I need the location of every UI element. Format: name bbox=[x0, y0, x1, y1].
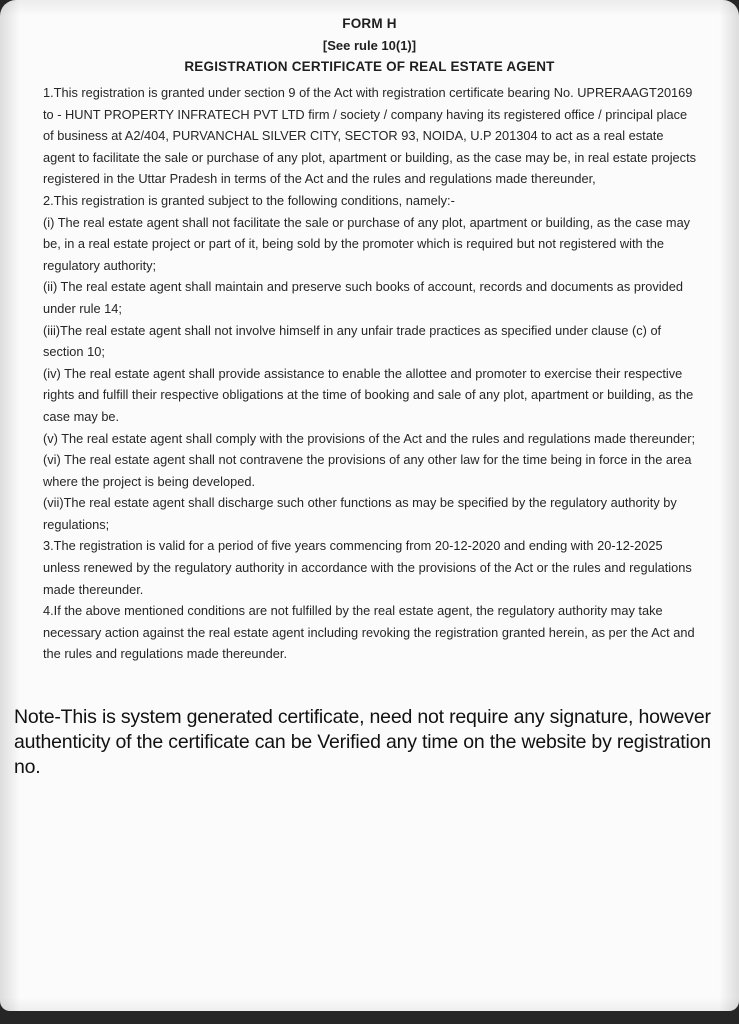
condition-ii: (ii) The real estate agent shall maintain and preserve such books of account, records and documents as provided under rule 14; bbox=[43, 279, 683, 316]
form-title: FORM H bbox=[342, 16, 397, 31]
condition-iv: (iv) The real estate agent shall provide assistance to enable the allottee and promoter to exercise their respective rights and fulfill their respective obligations at the time of booking and sale of any plot, apartment or building, as the case may be. bbox=[43, 365, 694, 424]
condition-i: (i) The real estate agent shall not facilitate the sale or purchase of any plot, apartment or building, as the case may be, in a real estate project or part of it, being sold by the promoter which is required but not registered with the regulatory authority; bbox=[43, 214, 691, 273]
certificate-heading: REGISTRATION CERTIFICATE OF REAL ESTATE AGENT bbox=[184, 59, 555, 74]
condition-vii: (vii)The real estate agent shall discharge such other functions as may be specified by the regulatory authority by regulations; bbox=[43, 495, 677, 532]
certificate-header bbox=[0, 0, 739, 78]
condition-vi: (vi) The real estate agent shall not contravene the provisions of any other law for the time being in force in the area where the project is being developed. bbox=[43, 452, 692, 489]
paragraph-conditions-intro: 2.This registration is granted subject to the following conditions, namely:- bbox=[43, 192, 455, 208]
certificate-body bbox=[0, 78, 739, 665]
condition-v: (v) The real estate agent shall comply with the provisions of the Act and the rules and regulations made thereunder; bbox=[43, 430, 696, 446]
paragraph-grant: 1.This registration is granted under section 9 of the Act with registration certificate bearing No. UPRERAAGT20169 to - HUNT PROPERTY INFRATECH PVT LTD firm / society / company having its registered office / principal place of business at A2/404, PURVANCHAL SILVER CITY, SECTOR 93, NOIDA, U.P 201304 to act as a real estate agent to facilitate the sale or purchase of any plot, apartment or building, as the case may be, in real estate projects registered in the Uttar Pradesh in terms of the Act and the rules and regulations made thereunder, bbox=[43, 85, 697, 187]
paragraph-revocation: 4.If the above mentioned conditions are not fulfilled by the real estate agent, the regulatory authority may take necessary action against the real estate agent including revoking the registration granted herein, as per the Act and the rules and regulations made thereunder. bbox=[43, 603, 695, 662]
rule-subtitle: [See rule 10(1)] bbox=[322, 38, 417, 53]
note-text: Note-This is system generated certificate, need not require any signature, however authenticity of the certificate can be Verified any time on the website by registration no. bbox=[14, 706, 711, 779]
condition-iii: (iii)The real estate agent shall not involve himself in any unfair trade practices as specified under clause (c) of section 10; bbox=[43, 322, 662, 360]
paragraph-validity: 3.The registration is valid for a period of five years commencing from 20-12-2020 and ending with 20-12-2025 unless renewed by the regulatory authority in accordance with the provisions of the Act or the rules and regulations made thereunder. bbox=[43, 538, 692, 597]
